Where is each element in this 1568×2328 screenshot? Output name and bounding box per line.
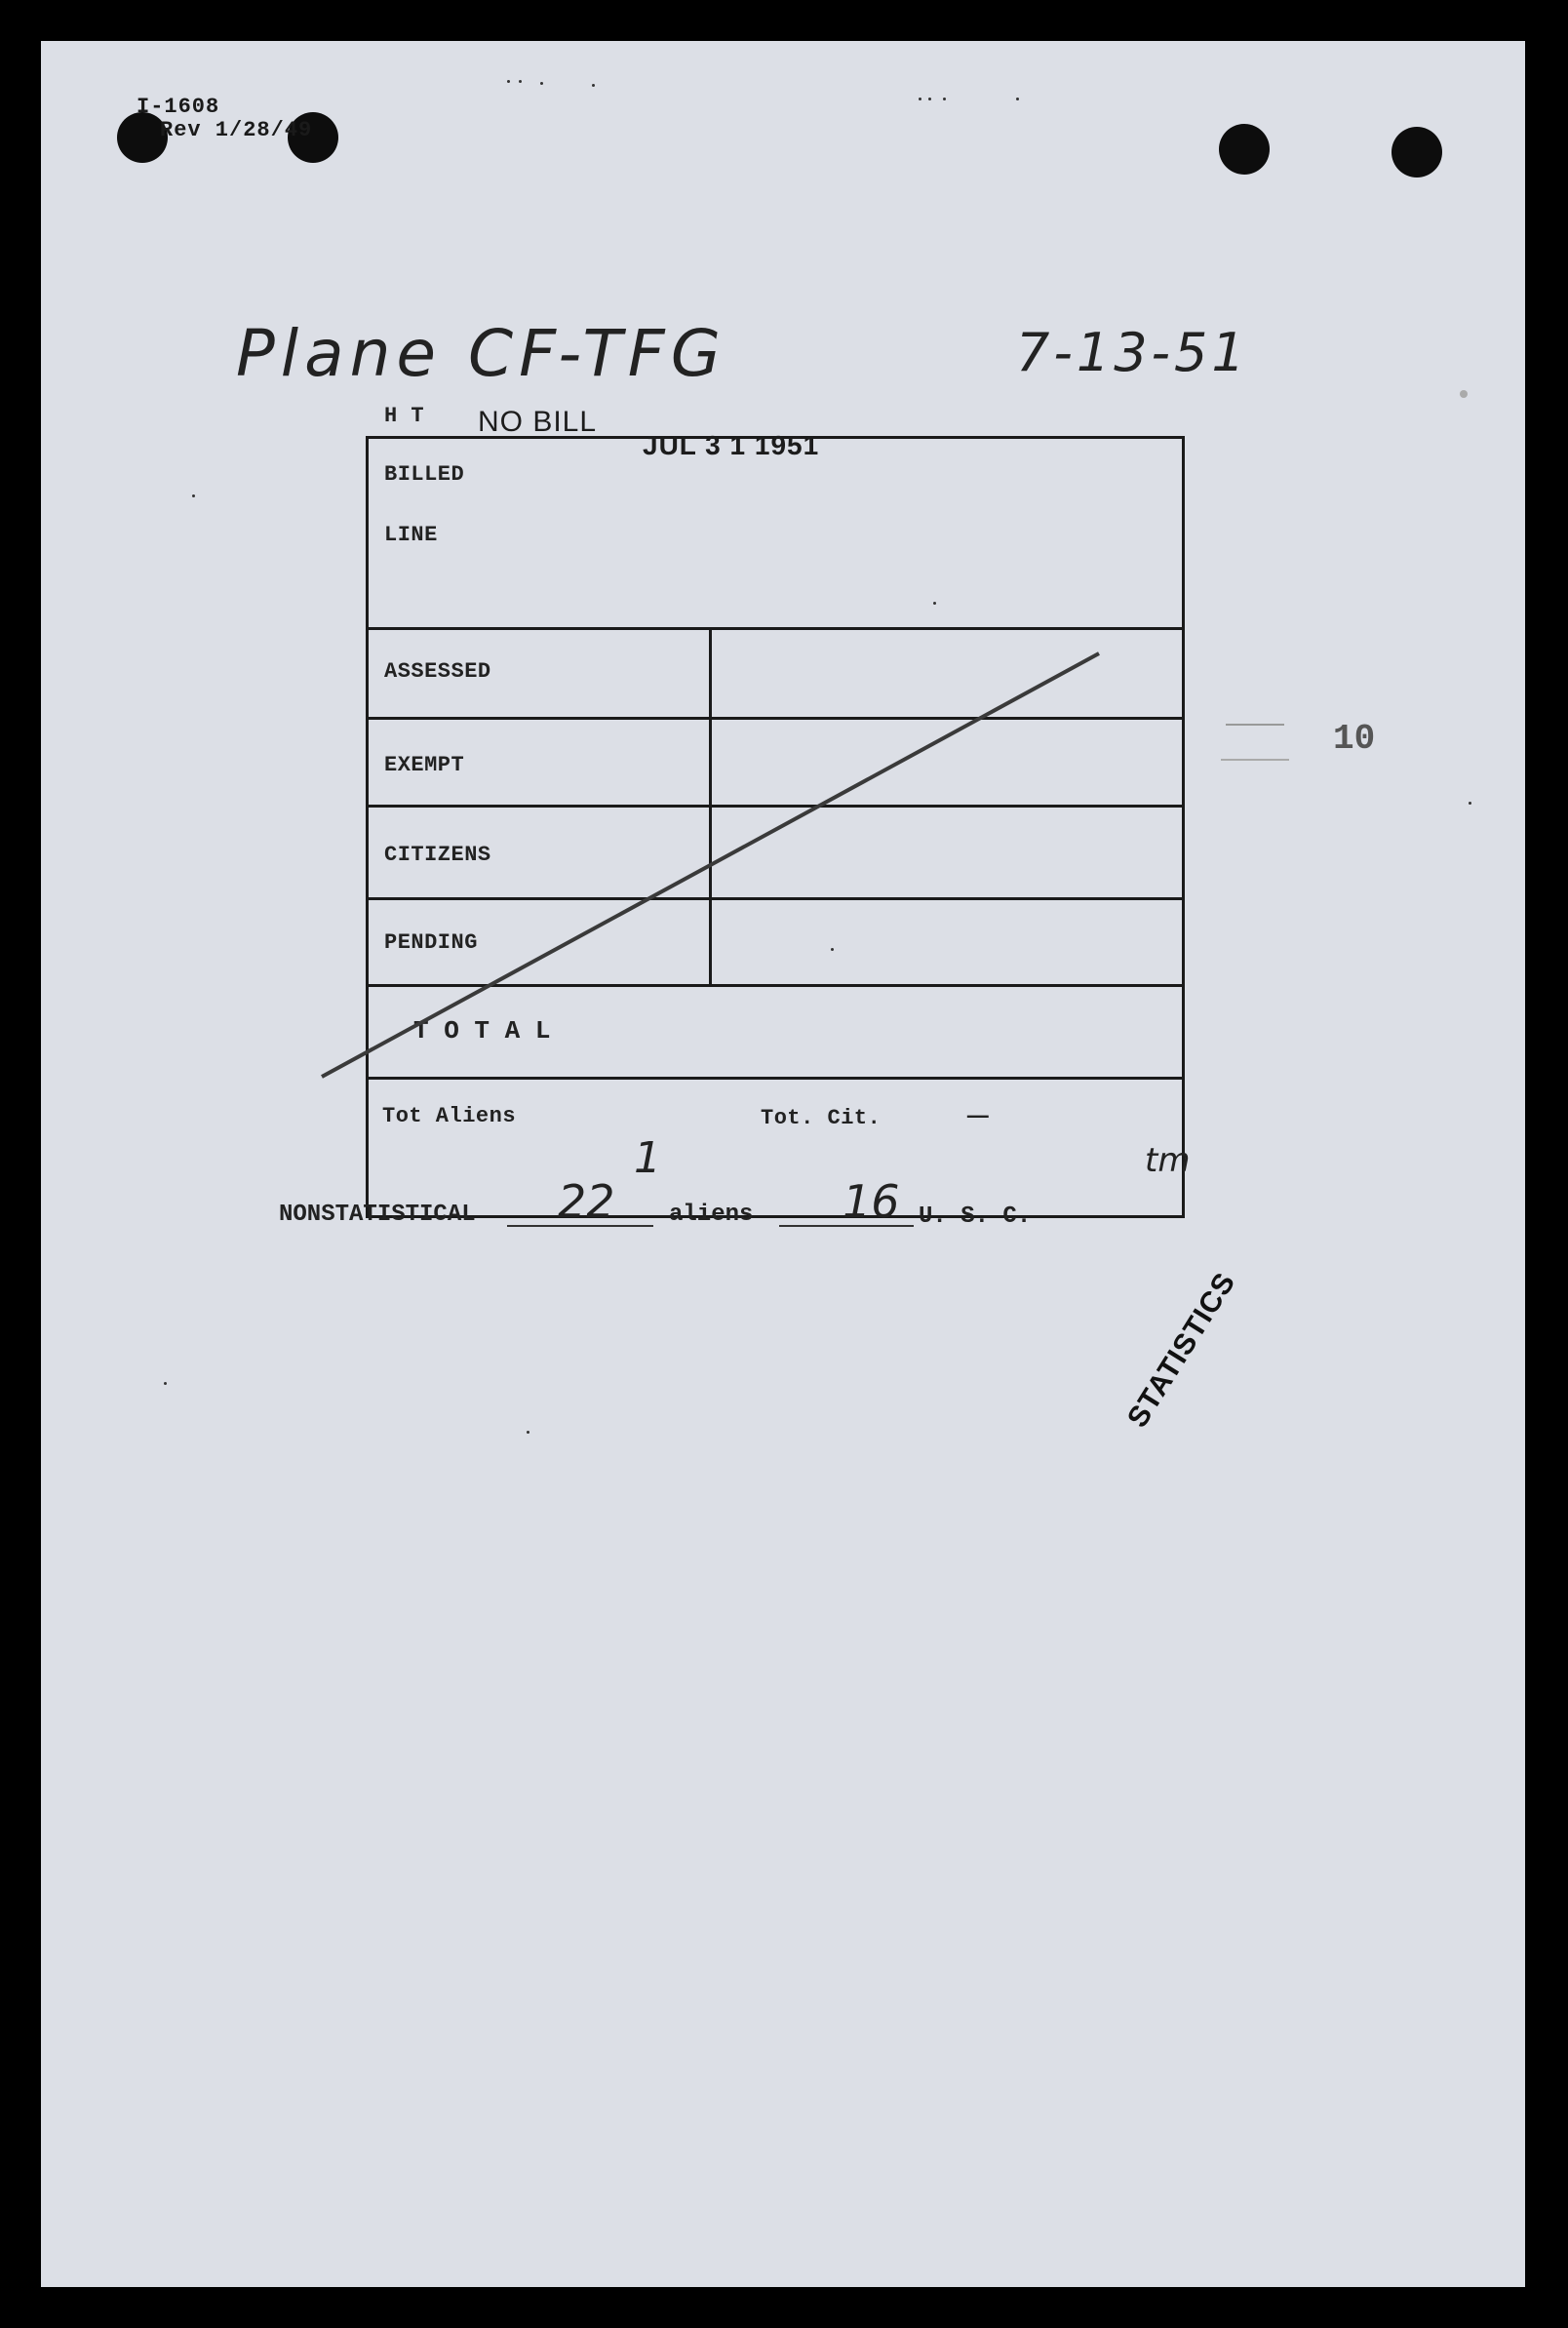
form-number: I-1608: [137, 95, 220, 119]
statistics-stamp: STATISTICS: [1121, 1266, 1242, 1434]
row-label-citizens: CITIZENS: [384, 843, 491, 867]
handwritten-initials: tm: [1145, 1141, 1191, 1180]
ht-label: H T: [384, 404, 425, 428]
total-label: T O T A L: [413, 1016, 551, 1046]
tot-cit-label: Tot. Cit.: [761, 1106, 882, 1130]
nonstatistical-usc-label: U. S. C.: [919, 1203, 1032, 1230]
date-stamp: JUL 3 1 1951: [643, 430, 820, 460]
billed-label: BILLED: [384, 462, 465, 487]
nonstatistical-aliens-label: aliens: [669, 1202, 754, 1228]
document-page: [41, 41, 1525, 2287]
handwritten-date: 7-13-51: [1016, 322, 1249, 383]
row-label-pending: PENDING: [384, 930, 478, 955]
line-label: LINE: [384, 523, 438, 547]
tot-aliens-label: Tot Aliens: [382, 1104, 517, 1128]
row-label-exempt: EXEMPT: [384, 753, 465, 777]
handwritten-aliens-count: 22: [558, 1175, 615, 1228]
diagonal-strike-line: [41, 41, 1525, 2287]
nonstatistical-label: NONSTATISTICAL: [279, 1202, 476, 1228]
handwritten-usc-count: 16: [843, 1175, 900, 1228]
margin-number: 10: [1333, 719, 1376, 759]
handwritten-count-1: 1: [634, 1133, 661, 1183]
form-revision: Rev 1/28/49: [160, 118, 313, 142]
tot-cit-value: —: [967, 1096, 989, 1136]
handwritten-plane: Plane CF-TFG: [236, 316, 726, 391]
no-bill-stamp: NO BILL: [478, 406, 598, 438]
row-label-assessed: ASSESSED: [384, 659, 491, 684]
